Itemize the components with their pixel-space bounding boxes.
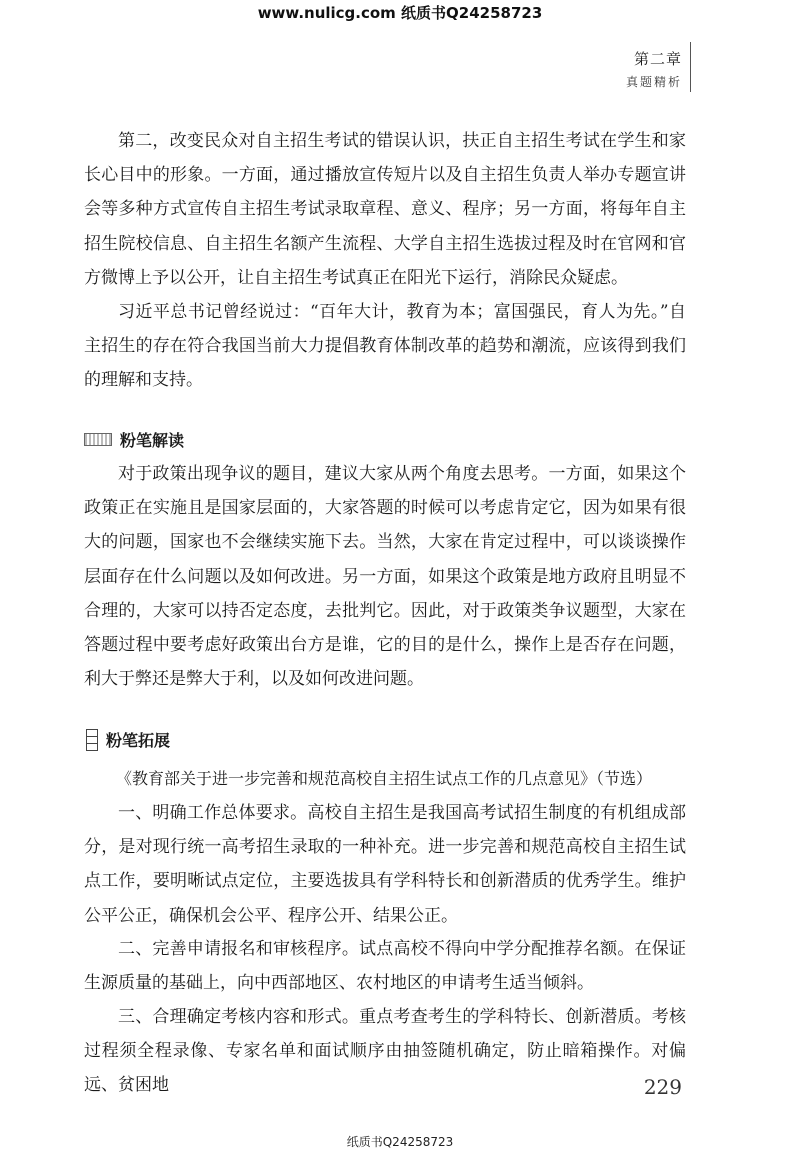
chapter-subtitle: 真题精析 <box>625 75 682 89</box>
extension-heading-label: 粉笔拓展 <box>106 731 171 750</box>
extension-paragraph-3: 三、合理确定考核内容和形式。重点考查考生的学科特长、创新潜质。考核过程须全程录像、专家名单和面试顺序由抽签随机确定，防止暗箱操作。对偏远、贫困地 <box>84 1007 686 1096</box>
intro-paragraph-1: 第二，改变民众对自主招生考试的错误认识，扶正自主招生考试在学生和家长心目中的形象。一方面，通过播放宣传短片以及自主招生负责人举办专题宣讲会等多种方式宣传自主招生考试录取章程、意义、程序；另一方面，将每年自主招生院校信息、自主招生名额产生流程、大学自主招生选拔过程及时在官网和官方微博上予以公开，让自主招生考试真正在阳光下运行，消除民众疑虑。 <box>84 131 686 288</box>
extension-heading <box>84 728 170 751</box>
extension-doc-title: 《教育部关于进一步完善和规范高校自主招生试点工作的几点意见》（节选） <box>116 769 653 788</box>
chapter-divider <box>690 42 691 92</box>
bottom-watermark: 纸质书Q24258723 <box>346 1135 454 1149</box>
chapter-title: 第二章 <box>633 50 682 68</box>
expand-icon <box>86 729 98 751</box>
top-watermark: www.nulicg.com 纸质书Q24258723 <box>257 4 543 22</box>
interpretation-heading <box>84 428 184 451</box>
extension-paragraph-1: 一、明确工作总体要求。高校自主招生是我国高考试招生制度的有机组成部分，是对现行统一高考招生录取的一种补充。进一步完善和规范高校自主招生试点工作，要明晰试点定位，主要选拔具有学科特长和创新潜质的优秀学生。维护公平公正，确保机会公平、程序公开、结果公正。 <box>84 803 686 926</box>
extension-paragraph-2: 二、完善申请报名和审核程序。试点高校不得向中学分配推荐名额。在保证生源质量的基础上，向中西部地区、农村地区的申请考生适当倾斜。 <box>84 939 686 994</box>
interpretation-paragraph: 对于政策出现争议的题目，建议大家从两个角度去思考。一方面，如果这个政策正在实施且是国家层面的，大家答题的时候可以考虑肯定它，因为如果有很大的问题，国家也不会继续实施下去。当然，大家在肯定过程中，可以谈谈操作层面存在什么问题以及如何改进。另一方面，如果这个政策是地方政府且明显不合理的，大家可以持否定态度，去批判它。因此，对于政策类争议题型，大家在答题过程中要考虑好政策出台方是谁，它的目的是什么，操作上是否存在问题，利大于弊还是弊大于利，以及如何改进问题。 <box>84 464 686 690</box>
chapter-header <box>626 48 682 90</box>
interpretation-heading-label: 粉笔解读 <box>120 431 185 450</box>
intro-paragraph-2: 习近平总书记曾经说过：“百年大计，教育为本；富国强民，育人为先。”自主招生的存在符合我国当前大力提倡教育体制改革的趋势和潮流，应该得到我们的理解和支持。 <box>84 302 686 391</box>
book-icon <box>84 433 112 446</box>
page-number: 229 <box>643 1075 682 1099</box>
